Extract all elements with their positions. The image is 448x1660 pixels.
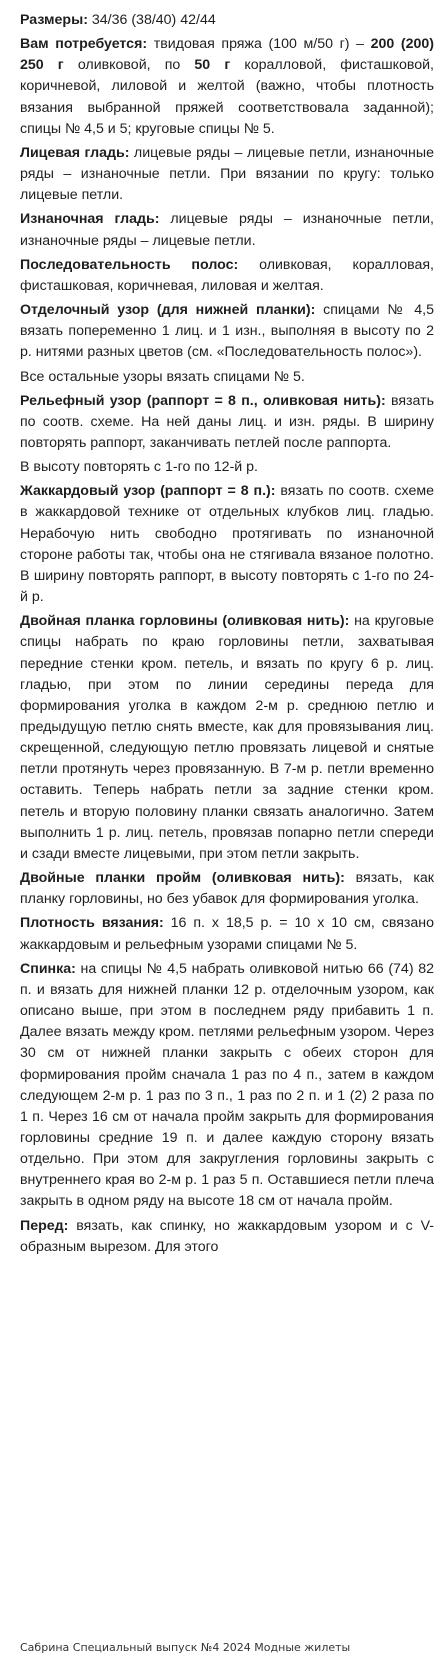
section-relief-repeat — [20, 457, 434, 478]
section-gauge — [20, 913, 434, 955]
section-jacquard-pattern — [20, 481, 434, 608]
section-materials — [20, 34, 434, 140]
section-front — [20, 1216, 434, 1258]
section-text: вязать по соотв. схеме в жаккардовой технике от отдельных клубков лиц. гладью. Нерабочую нить свободно протягивать по изнаночной стороне работы так, чтобы она не стягивала вязаное полотно. В ширину повторять раппорт, в высоту повторять с 1-го по 24-й р. — [20, 483, 434, 606]
section-text: на круговые спицы набрать по краю горловины петли, захватывая передние стенки кром. петель, и вязать по кругу 6 р. лиц. гладью, при этом по линии середины переда для формирования уголка в каждом 2-м р. среднюю петлю и предыдущую петлю снять вместе, как для провязывания лиц. скрещенной, следующую петлю провязать лицевой и снятые петли протянуть через провязанную. В 7-м р. петли временно оставить. Теперь набрать петли за задние стенки кром. петель и вторую половину планки связать аналогично. Затем выполнить 1 р. лиц. петель, провязав попарно петли спереди и сзади вместе лицевыми, при этом петли закрыть. — [20, 613, 434, 862]
section-heading: Изнаночная гладь: — [20, 211, 160, 228]
section-note-needles — [20, 367, 434, 388]
section-reverse-stockinette — [20, 209, 434, 251]
section-text: коралловой, фисташковой, коричневой, лиловой и желтой (важно, чтобы плотность вязания выбранной пряжей соответствовала заданной); спицы № 4,5 и 5; круговые спицы № 5. — [20, 57, 434, 137]
section-heading: Двойная планка горловины (оливковая нить): — [20, 613, 350, 630]
document-body — [20, 10, 434, 1261]
section-relief-pattern — [20, 391, 434, 454]
section-text: В высоту повторять с 1-го по 12-й р. — [20, 459, 259, 476]
yarn-amount-olive: 200 (200) 250 г — [20, 36, 435, 74]
section-text: лицевые ряды – лицевые петли, изнаночные ряды – изнаночные петли. При вязании по кругу: только лицевые петли. — [20, 144, 434, 204]
section-stripe-sequence — [20, 255, 434, 297]
section-armhole-bands — [20, 868, 434, 910]
section-text: твидовая пряжа (100 м/50 г) – — [147, 36, 371, 53]
section-back — [20, 959, 434, 1213]
section-neckband — [20, 611, 434, 865]
section-text: вязать по соотв. схеме. На ней даны лиц. и изн. ряды. В ширину повторять раппорт, заканчивать петлей после раппорта. — [20, 392, 434, 451]
section-text: вязать, как спинку, но жаккардовым узором и с V-образным вырезом. Для этого — [20, 1217, 434, 1255]
section-heading: Отделочный узор (для нижней планки): — [20, 302, 316, 319]
yarn-amount-other: 50 г — [194, 57, 231, 74]
section-text: оливковая, коралловая, фисташковая, коричневая, лиловая и желтая. — [20, 256, 435, 294]
section-heading: Рельефный узор (раппорт = 8 п., оливковая нить): — [20, 392, 386, 409]
section-heading: Вам потребуется: — [20, 36, 148, 53]
section-text: оливковой, по — [63, 57, 195, 74]
section-text: Все остальные узоры вязать спицами № 5. — [20, 368, 305, 385]
section-heading: Последовательность полос: — [20, 256, 239, 273]
section-text: лицевые ряды – изнаночные петли, изнаночные ряды – лицевые петли. — [20, 211, 434, 249]
section-text: спицами № 4,5 вязать попеременно 1 лиц. и 1 изн., выполняя в высоту по 2 р. нитями разных цветов (см. «Последовательность полос»). — [20, 302, 435, 361]
section-text: 34/36 (38/40) 42/44 — [87, 12, 216, 28]
section-heading: Лицевая гладь: — [20, 144, 130, 161]
page-footer: Сабрина Специальный выпуск №4 2024 Модные жилеты — [20, 1641, 351, 1654]
section-heading: Жаккардовый узор (раппорт = 8 п.): — [20, 483, 276, 500]
section-trim-pattern — [20, 300, 434, 363]
section-heading: Плотность вязания: — [20, 915, 164, 932]
section-heading: Размеры: — [20, 12, 88, 28]
section-text: вязать, как планку горловины, но без убавок для формирования уголка. — [20, 870, 434, 908]
section-heading: Двойные планки пройм (оливковая нить): — [20, 870, 345, 887]
section-stockinette — [20, 143, 434, 206]
section-heading: Спинка: — [20, 960, 76, 977]
section-text: на спицы № 4,5 набрать оливковой нитью 66 (74) 82 п. и вязать для нижней планки 12 р. отделочным узором, как описано выше, при этом в последнем ряду прибавить 1 п. Далее вязать между кром. петлями рельефным узором. Через 30 см от нижней планки закрыть с обеих сторон для формирования пройм сначала 1 раз по 4 п., затем в каждом следующем 2-м р. 1 раз по 3 п., 1 раз по 2 п. и 1 (2) 2 раза по 1 п. Через 16 см от начала пройм закрыть для формирования горловины средние 19 п. и далее каждую сторону вязать отдельно. При этом для закругления горловины закрыть с внутреннего края во 2-м р. 1 раз 5 п. Оставшиеся петли плеча закрыть в одном ряду на высоте 18 см от начала пройм. — [20, 960, 434, 1210]
section-sizes — [20, 10, 434, 31]
section-text: 16 п. х 18,5 р. = 10 х 10 см, связано жаккардовым и рельефным узорами спицами № 5. — [20, 915, 434, 953]
section-heading: Перед: — [20, 1217, 69, 1234]
